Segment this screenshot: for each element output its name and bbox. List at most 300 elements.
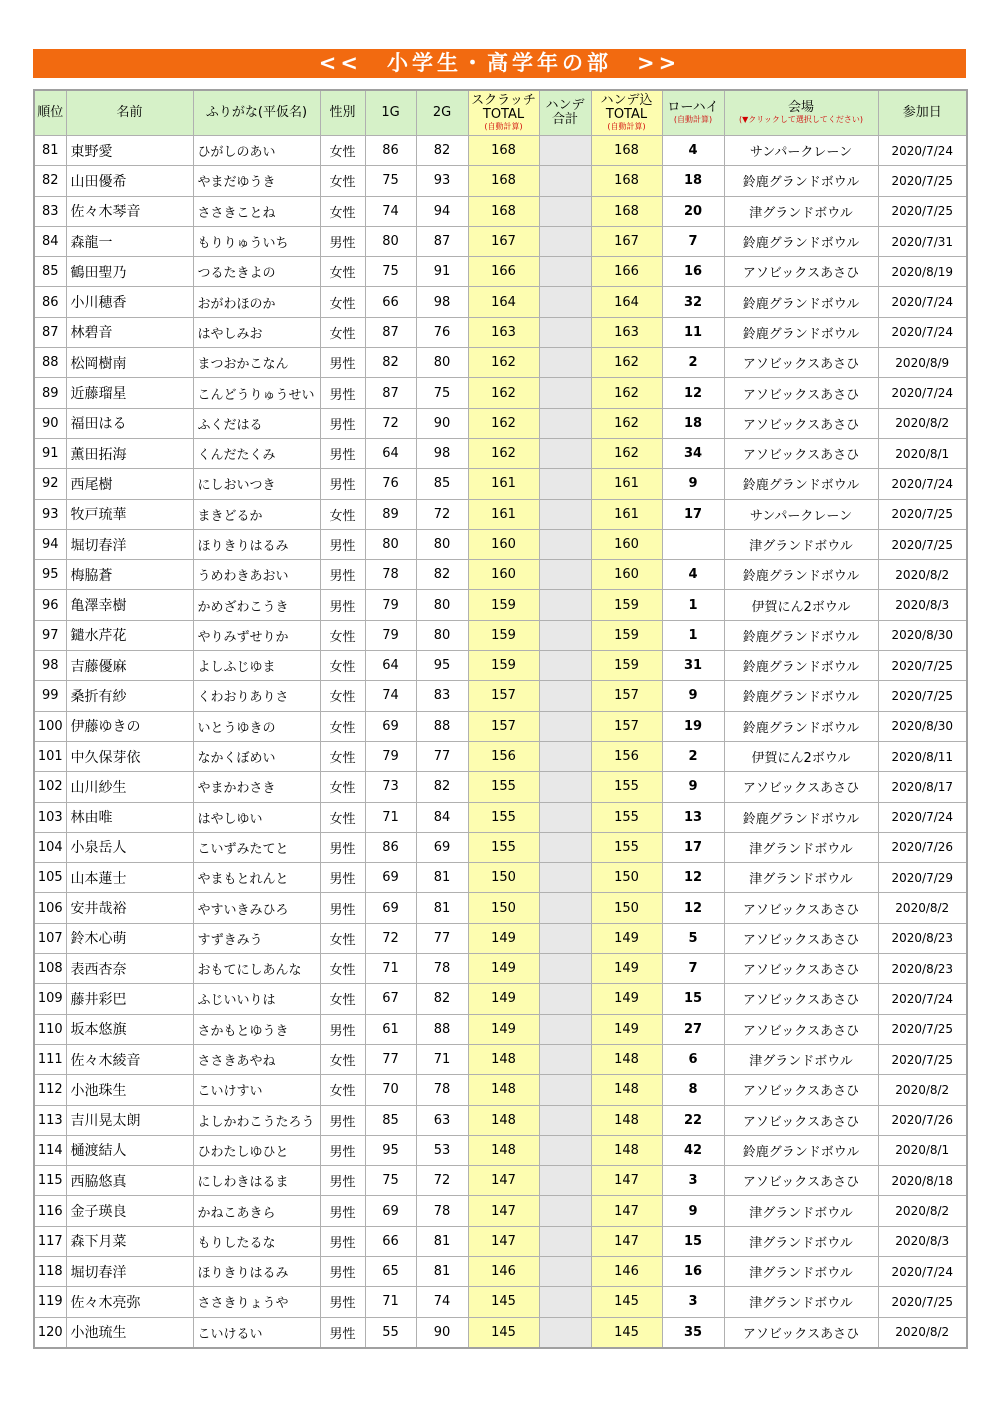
- cell-game2: 81: [416, 1256, 468, 1286]
- cell-game1: 80: [365, 226, 416, 256]
- cell-handicap-total: 166: [591, 257, 662, 287]
- cell-gender: 男性: [320, 1014, 365, 1044]
- cell-venue[interactable]: アソビックスあさひ: [724, 1075, 878, 1105]
- cell-venue[interactable]: アソビックスあさひ: [724, 954, 878, 984]
- cell-scratch-total: 162: [468, 348, 539, 378]
- cell-rank: 114: [34, 1135, 66, 1165]
- cell-handicap-total: 148: [591, 1135, 662, 1165]
- cell-game2: 78: [416, 954, 468, 984]
- cell-low-high: 9: [662, 469, 724, 499]
- cell-handicap[interactable]: [539, 226, 591, 256]
- cell-name: 山本蓮士: [66, 863, 193, 893]
- cell-name: 松岡樹南: [66, 348, 193, 378]
- cell-venue[interactable]: 津グランドボウル: [724, 1044, 878, 1074]
- col-gender: 性別: [320, 90, 365, 136]
- cell-low-high: 42: [662, 1135, 724, 1165]
- cell-venue[interactable]: 鈴鹿グランドボウル: [724, 1135, 878, 1165]
- cell-scratch-total: 155: [468, 832, 539, 862]
- cell-rank: 95: [34, 560, 66, 590]
- cell-kana: はやしみお: [193, 317, 320, 347]
- table-row: [34, 196, 967, 226]
- cell-kana: ささきあやね: [193, 1044, 320, 1074]
- cell-date: 2020/7/24: [878, 378, 967, 408]
- cell-scratch-total: 157: [468, 681, 539, 711]
- cell-handicap-total: 145: [591, 1317, 662, 1348]
- cell-venue[interactable]: アソビックスあさひ: [724, 408, 878, 438]
- col-kana: ふりがな(平仮名): [193, 90, 320, 136]
- cell-venue[interactable]: 津グランドボウル: [724, 1256, 878, 1286]
- cell-rank: 120: [34, 1317, 66, 1348]
- ranking-rows: [34, 136, 967, 1348]
- cell-game1: 76: [365, 469, 416, 499]
- cell-rank: 116: [34, 1196, 66, 1226]
- table-row: [34, 226, 967, 256]
- cell-handicap[interactable]: [539, 651, 591, 681]
- cell-low-high: 8: [662, 1075, 724, 1105]
- cell-venue[interactable]: 鈴鹿グランドボウル: [724, 287, 878, 317]
- cell-handicap-total: 145: [591, 1287, 662, 1317]
- cell-low-high: 4: [662, 136, 724, 166]
- cell-venue[interactable]: 津グランドボウル: [724, 1196, 878, 1226]
- col-rank: 順位: [34, 90, 66, 136]
- cell-handicap[interactable]: [539, 923, 591, 953]
- cell-low-high: 27: [662, 1014, 724, 1044]
- cell-venue[interactable]: アソビックスあさひ: [724, 257, 878, 287]
- cell-handicap[interactable]: [539, 893, 591, 923]
- cell-kana: おがわほのか: [193, 287, 320, 317]
- cell-kana: こんどうりゅうせい: [193, 378, 320, 408]
- cell-handicap[interactable]: [539, 1256, 591, 1286]
- cell-handicap[interactable]: [539, 1135, 591, 1165]
- page-title: << 小学生・高学年の部 >>: [33, 49, 966, 78]
- cell-scratch-total: 155: [468, 772, 539, 802]
- table-row: [34, 1014, 967, 1044]
- cell-handicap[interactable]: [539, 166, 591, 196]
- cell-handicap-total: 155: [591, 802, 662, 832]
- cell-handicap[interactable]: [539, 257, 591, 287]
- cell-venue[interactable]: 津グランドボウル: [724, 1226, 878, 1256]
- cell-low-high: 18: [662, 166, 724, 196]
- cell-date: 2020/7/25: [878, 196, 967, 226]
- cell-game2: 85: [416, 469, 468, 499]
- col-venue-sub: (▼クリックして選択してください): [738, 115, 864, 124]
- cell-handicap[interactable]: [539, 1044, 591, 1074]
- cell-kana: やりみずせりか: [193, 620, 320, 650]
- cell-venue[interactable]: アソビックスあさひ: [724, 1166, 878, 1196]
- col-scratch-total: [468, 90, 539, 136]
- cell-handicap[interactable]: [539, 590, 591, 620]
- cell-venue[interactable]: 鈴鹿グランドボウル: [724, 681, 878, 711]
- cell-game1: 69: [365, 711, 416, 741]
- cell-name: 西脇悠真: [66, 1166, 193, 1196]
- table-row: [34, 1196, 967, 1226]
- col-handicap: [539, 90, 591, 136]
- cell-gender: 女性: [320, 984, 365, 1014]
- cell-game1: 78: [365, 560, 416, 590]
- cell-game2: 82: [416, 136, 468, 166]
- cell-handicap[interactable]: [539, 620, 591, 650]
- cell-low-high: [662, 529, 724, 559]
- cell-venue[interactable]: アソビックスあさひ: [724, 984, 878, 1014]
- cell-gender: 男性: [320, 1166, 365, 1196]
- cell-game2: 80: [416, 529, 468, 559]
- cell-kana: うめわきあおい: [193, 560, 320, 590]
- table-row: [34, 923, 967, 953]
- cell-game1: 69: [365, 893, 416, 923]
- cell-gender: 女性: [320, 257, 365, 287]
- table-row: [34, 984, 967, 1014]
- cell-handicap[interactable]: [539, 438, 591, 468]
- col-handicap-total: [591, 90, 662, 136]
- cell-game1: 74: [365, 681, 416, 711]
- col-handicap-label: ハンデ: [545, 98, 585, 113]
- cell-kana: もりしたるな: [193, 1226, 320, 1256]
- cell-gender: 男性: [320, 1256, 365, 1286]
- cell-kana: まきどるか: [193, 499, 320, 529]
- cell-kana: ささきりょうや: [193, 1287, 320, 1317]
- cell-handicap-total: 157: [591, 681, 662, 711]
- cell-low-high: 31: [662, 651, 724, 681]
- cell-scratch-total: 157: [468, 711, 539, 741]
- cell-name: 東野愛: [66, 136, 193, 166]
- cell-handicap-total: 155: [591, 772, 662, 802]
- cell-date: 2020/7/25: [878, 1014, 967, 1044]
- table-row: [34, 1135, 967, 1165]
- cell-venue[interactable]: アソビックスあさひ: [724, 348, 878, 378]
- cell-low-high: 19: [662, 711, 724, 741]
- cell-venue[interactable]: 伊賀にん2ボウル: [724, 590, 878, 620]
- cell-gender: 女性: [320, 651, 365, 681]
- cell-kana: ふくだはる: [193, 408, 320, 438]
- cell-game1: 69: [365, 1196, 416, 1226]
- cell-scratch-total: 149: [468, 1014, 539, 1044]
- cell-game1: 69: [365, 863, 416, 893]
- cell-name: 佐々木琴音: [66, 196, 193, 226]
- cell-name: 佐々木亮弥: [66, 1287, 193, 1317]
- cell-game2: 83: [416, 681, 468, 711]
- cell-kana: にしおいつき: [193, 469, 320, 499]
- cell-handicap[interactable]: [539, 772, 591, 802]
- cell-date: 2020/8/23: [878, 923, 967, 953]
- cell-gender: 女性: [320, 923, 365, 953]
- cell-scratch-total: 149: [468, 923, 539, 953]
- cell-date: 2020/8/18: [878, 1166, 967, 1196]
- cell-rank: 102: [34, 772, 66, 802]
- table-row: [34, 1317, 967, 1348]
- cell-name: 小池琉生: [66, 1317, 193, 1348]
- cell-handicap-total: 163: [591, 317, 662, 347]
- cell-handicap[interactable]: [539, 287, 591, 317]
- cell-name: 福田はる: [66, 408, 193, 438]
- cell-handicap-total: 156: [591, 741, 662, 771]
- table-row: [34, 136, 967, 166]
- col-game2: 2G: [416, 90, 468, 136]
- table-row: [34, 741, 967, 771]
- cell-rank: 101: [34, 741, 66, 771]
- cell-venue[interactable]: サンパークレーン: [724, 499, 878, 529]
- cell-handicap[interactable]: [539, 348, 591, 378]
- cell-scratch-total: 162: [468, 408, 539, 438]
- cell-handicap-total: 149: [591, 954, 662, 984]
- cell-low-high: 6: [662, 1044, 724, 1074]
- cell-name: 中久保芽依: [66, 741, 193, 771]
- cell-date: 2020/7/25: [878, 1287, 967, 1317]
- cell-handicap[interactable]: [539, 1317, 591, 1348]
- cell-venue[interactable]: 鈴鹿グランドボウル: [724, 620, 878, 650]
- cell-handicap[interactable]: [539, 408, 591, 438]
- cell-game2: 88: [416, 711, 468, 741]
- cell-kana: ほりきりはるみ: [193, 1256, 320, 1286]
- cell-game2: 94: [416, 196, 468, 226]
- cell-name: 桑折有紗: [66, 681, 193, 711]
- cell-handicap[interactable]: [539, 832, 591, 862]
- cell-venue[interactable]: 津グランドボウル: [724, 832, 878, 862]
- cell-gender: 女性: [320, 196, 365, 226]
- cell-handicap[interactable]: [539, 681, 591, 711]
- cell-date: 2020/8/2: [878, 560, 967, 590]
- cell-game1: 79: [365, 590, 416, 620]
- cell-handicap-total: 164: [591, 287, 662, 317]
- cell-low-high: 1: [662, 590, 724, 620]
- table-row: [34, 1166, 967, 1196]
- cell-handicap[interactable]: [539, 1014, 591, 1044]
- cell-handicap[interactable]: [539, 1105, 591, 1135]
- cell-name: 小池珠生: [66, 1075, 193, 1105]
- cell-name: 金子瑛良: [66, 1196, 193, 1226]
- cell-game2: 77: [416, 923, 468, 953]
- cell-name: 安井哉裕: [66, 893, 193, 923]
- table-row: [34, 560, 967, 590]
- cell-name: 吉川晃太朗: [66, 1105, 193, 1135]
- cell-venue[interactable]: 鈴鹿グランドボウル: [724, 469, 878, 499]
- cell-handicap[interactable]: [539, 499, 591, 529]
- cell-venue[interactable]: サンパークレーン: [724, 136, 878, 166]
- cell-game1: 87: [365, 378, 416, 408]
- col-low-high: [662, 90, 724, 136]
- cell-game1: 77: [365, 1044, 416, 1074]
- cell-gender: 女性: [320, 954, 365, 984]
- cell-name: 表西杏奈: [66, 954, 193, 984]
- table-row: [34, 1256, 967, 1286]
- cell-rank: 113: [34, 1105, 66, 1135]
- cell-handicap[interactable]: [539, 469, 591, 499]
- cell-game2: 91: [416, 257, 468, 287]
- cell-gender: 女性: [320, 136, 365, 166]
- cell-handicap[interactable]: [539, 863, 591, 893]
- cell-date: 2020/7/24: [878, 317, 967, 347]
- cell-name: 吉藤優麻: [66, 651, 193, 681]
- cell-rank: 100: [34, 711, 66, 741]
- cell-name: 薫田拓海: [66, 438, 193, 468]
- cell-gender: 男性: [320, 348, 365, 378]
- cell-game1: 55: [365, 1317, 416, 1348]
- cell-handicap-total: 148: [591, 1044, 662, 1074]
- cell-handicap-total: 147: [591, 1226, 662, 1256]
- cell-name: 小川穂香: [66, 287, 193, 317]
- cell-venue[interactable]: 鈴鹿グランドボウル: [724, 317, 878, 347]
- cell-handicap[interactable]: [539, 1196, 591, 1226]
- cell-low-high: 12: [662, 863, 724, 893]
- table-row: [34, 620, 967, 650]
- col-date: 参加日: [878, 90, 967, 136]
- cell-game1: 86: [365, 832, 416, 862]
- cell-game2: 93: [416, 166, 468, 196]
- cell-handicap[interactable]: [539, 802, 591, 832]
- cell-game1: 85: [365, 1105, 416, 1135]
- cell-venue[interactable]: 鈴鹿グランドボウル: [724, 166, 878, 196]
- cell-venue[interactable]: 津グランドボウル: [724, 529, 878, 559]
- col-game1: 1G: [365, 90, 416, 136]
- cell-game2: 81: [416, 893, 468, 923]
- cell-kana: こいけるい: [193, 1317, 320, 1348]
- cell-name: 鶴田聖乃: [66, 257, 193, 287]
- cell-venue[interactable]: アソビックスあさひ: [724, 772, 878, 802]
- cell-handicap[interactable]: [539, 741, 591, 771]
- cell-kana: くわおりありさ: [193, 681, 320, 711]
- cell-venue[interactable]: アソビックスあさひ: [724, 1105, 878, 1135]
- cell-kana: ささきことね: [193, 196, 320, 226]
- cell-handicap[interactable]: [539, 136, 591, 166]
- cell-handicap[interactable]: [539, 317, 591, 347]
- cell-game2: 82: [416, 984, 468, 1014]
- cell-name: 山田優希: [66, 166, 193, 196]
- cell-date: 2020/8/2: [878, 893, 967, 923]
- cell-low-high: 3: [662, 1166, 724, 1196]
- cell-venue[interactable]: 鈴鹿グランドボウル: [724, 651, 878, 681]
- table-row: [34, 590, 967, 620]
- cell-scratch-total: 149: [468, 984, 539, 1014]
- cell-date: 2020/8/23: [878, 954, 967, 984]
- cell-gender: 男性: [320, 1317, 365, 1348]
- cell-kana: かねこあきら: [193, 1196, 320, 1226]
- cell-venue[interactable]: アソビックスあさひ: [724, 893, 878, 923]
- cell-game1: 89: [365, 499, 416, 529]
- cell-kana: にしわきはるま: [193, 1166, 320, 1196]
- cell-venue[interactable]: 伊賀にん2ボウル: [724, 741, 878, 771]
- cell-handicap[interactable]: [539, 1287, 591, 1317]
- cell-handicap-total: 162: [591, 378, 662, 408]
- cell-date: 2020/7/24: [878, 287, 967, 317]
- cell-rank: 92: [34, 469, 66, 499]
- cell-rank: 106: [34, 893, 66, 923]
- cell-handicap[interactable]: [539, 1166, 591, 1196]
- cell-venue[interactable]: 鈴鹿グランドボウル: [724, 560, 878, 590]
- cell-scratch-total: 147: [468, 1226, 539, 1256]
- col-name: 名前: [66, 90, 193, 136]
- cell-scratch-total: 168: [468, 136, 539, 166]
- cell-handicap-total: 159: [591, 590, 662, 620]
- cell-kana: やまもとれんと: [193, 863, 320, 893]
- cell-game1: 66: [365, 1226, 416, 1256]
- cell-kana: ふじいいりは: [193, 984, 320, 1014]
- cell-rank: 115: [34, 1166, 66, 1196]
- cell-game1: 95: [365, 1135, 416, 1165]
- cell-scratch-total: 150: [468, 893, 539, 923]
- cell-handicap-total: 149: [591, 923, 662, 953]
- cell-handicap[interactable]: [539, 196, 591, 226]
- cell-game1: 72: [365, 923, 416, 953]
- cell-handicap[interactable]: [539, 711, 591, 741]
- cell-name: 森下月菜: [66, 1226, 193, 1256]
- cell-rank: 82: [34, 166, 66, 196]
- cell-handicap[interactable]: [539, 984, 591, 1014]
- cell-scratch-total: 161: [468, 469, 539, 499]
- cell-rank: 118: [34, 1256, 66, 1286]
- cell-scratch-total: 159: [468, 620, 539, 650]
- cell-venue[interactable]: アソビックスあさひ: [724, 1014, 878, 1044]
- cell-handicap-total: 160: [591, 560, 662, 590]
- cell-venue[interactable]: アソビックスあさひ: [724, 923, 878, 953]
- cell-venue[interactable]: 津グランドボウル: [724, 1287, 878, 1317]
- cell-name: 伊藤ゆきの: [66, 711, 193, 741]
- cell-handicap-total: 147: [591, 1196, 662, 1226]
- cell-date: 2020/7/24: [878, 469, 967, 499]
- cell-gender: 男性: [320, 378, 365, 408]
- cell-date: 2020/8/2: [878, 1075, 967, 1105]
- cell-handicap[interactable]: [539, 378, 591, 408]
- col-scratch-label2: TOTAL: [482, 107, 525, 122]
- cell-venue[interactable]: アソビックスあさひ: [724, 378, 878, 408]
- cell-venue[interactable]: 津グランドボウル: [724, 196, 878, 226]
- cell-venue[interactable]: アソビックスあさひ: [724, 438, 878, 468]
- cell-kana: すずきみう: [193, 923, 320, 953]
- cell-venue[interactable]: 鈴鹿グランドボウル: [724, 802, 878, 832]
- cell-kana: まつおかこなん: [193, 348, 320, 378]
- cell-low-high: 35: [662, 1317, 724, 1348]
- cell-handicap[interactable]: [539, 560, 591, 590]
- cell-game2: 81: [416, 863, 468, 893]
- cell-rank: 83: [34, 196, 66, 226]
- cell-low-high: 9: [662, 681, 724, 711]
- cell-low-high: 22: [662, 1105, 724, 1135]
- table-row: [34, 529, 967, 559]
- cell-name: 鈴木心萌: [66, 923, 193, 953]
- cell-rank: 90: [34, 408, 66, 438]
- cell-scratch-total: 156: [468, 741, 539, 771]
- cell-name: 坂本悠旗: [66, 1014, 193, 1044]
- cell-game1: 86: [365, 136, 416, 166]
- cell-handicap[interactable]: [539, 1075, 591, 1105]
- col-handicap-total-sub: (自動計算): [607, 122, 646, 131]
- cell-kana: やまだゆうき: [193, 166, 320, 196]
- cell-venue[interactable]: 鈴鹿グランドボウル: [724, 226, 878, 256]
- cell-game2: 53: [416, 1135, 468, 1165]
- cell-gender: 男性: [320, 226, 365, 256]
- cell-low-high: 12: [662, 893, 724, 923]
- cell-game1: 61: [365, 1014, 416, 1044]
- table-row: [34, 287, 967, 317]
- cell-name: 梅脇蒼: [66, 560, 193, 590]
- cell-venue[interactable]: 津グランドボウル: [724, 863, 878, 893]
- cell-kana: つるたきよの: [193, 257, 320, 287]
- cell-gender: 男性: [320, 529, 365, 559]
- cell-low-high: 17: [662, 832, 724, 862]
- cell-game2: 81: [416, 1226, 468, 1256]
- cell-venue[interactable]: アソビックスあさひ: [724, 1317, 878, 1348]
- cell-date: 2020/8/17: [878, 772, 967, 802]
- cell-game1: 82: [365, 348, 416, 378]
- cell-handicap[interactable]: [539, 529, 591, 559]
- cell-handicap[interactable]: [539, 1226, 591, 1256]
- cell-gender: 男性: [320, 893, 365, 923]
- cell-kana: こいずみたてと: [193, 832, 320, 862]
- cell-scratch-total: 159: [468, 590, 539, 620]
- cell-name: 堀切春洋: [66, 529, 193, 559]
- ranking-table: [33, 89, 968, 1349]
- cell-game2: 76: [416, 317, 468, 347]
- cell-handicap[interactable]: [539, 954, 591, 984]
- cell-venue[interactable]: 鈴鹿グランドボウル: [724, 711, 878, 741]
